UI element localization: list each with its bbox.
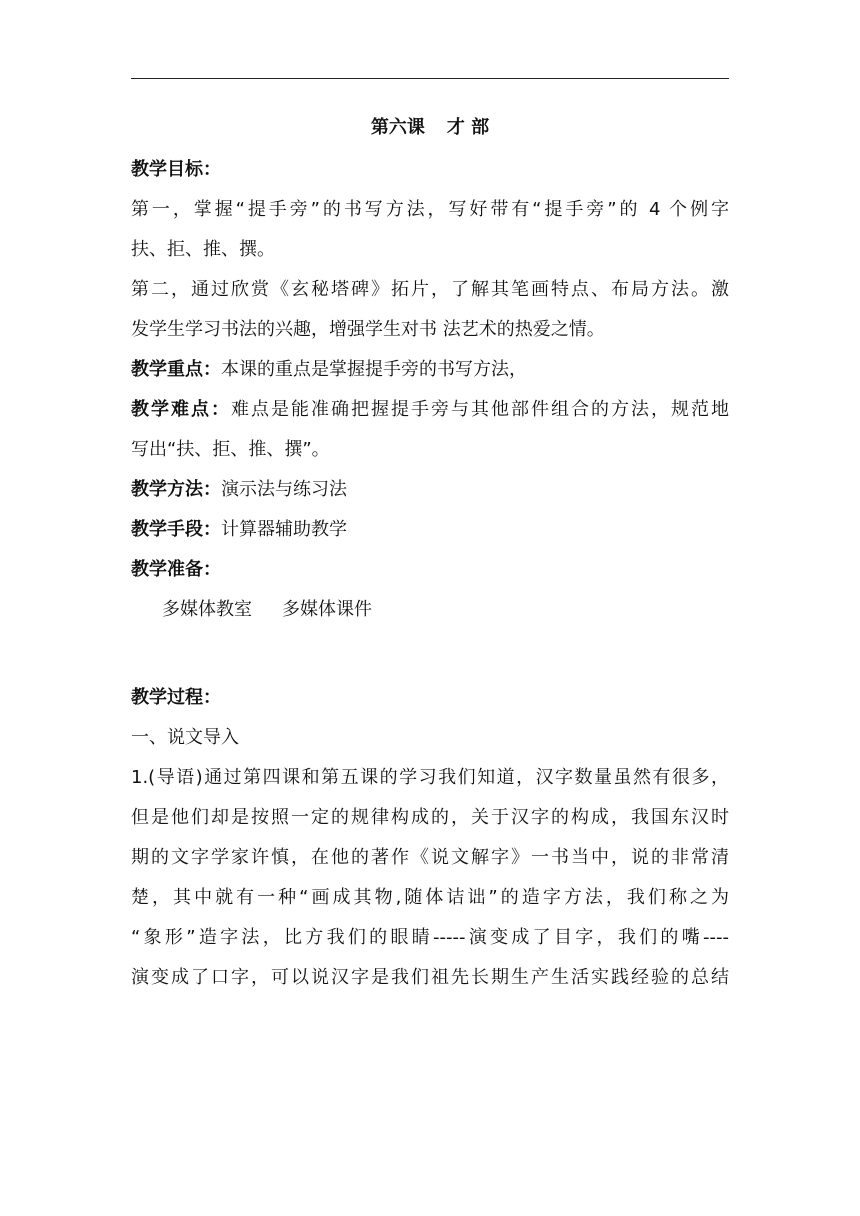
lesson-title — [131, 106, 729, 150]
difficulty-line1 — [131, 390, 729, 430]
method-label: 教学方法： — [131, 479, 221, 500]
para1-line5: “象形”造字法，比方我们的眼睛-----演变成了目字，我们的嘴---- — [131, 927, 729, 948]
para1-line6: 演变成了口字，可以说汉字是我们祖先长期生产生活实践经验的总结 — [131, 967, 729, 988]
lesson-name: 才 部 — [446, 117, 490, 138]
para1-line4: 楚，其中就有一种“画成其物,随体诘诎”的造字方法，我们称之为 — [131, 887, 729, 908]
prep-items — [131, 590, 729, 630]
lesson-number: 第六课 — [370, 117, 425, 138]
prep-item-courseware: 多媒体课件 — [282, 599, 372, 620]
difficulty-text: 难点是能准确把握提手旁与其他部件组合的方法，规范地 — [231, 399, 729, 420]
goal1-line1: 第一，掌握“提手旁”的书写方法，写好带有“提手旁”的 4 个例字 — [131, 199, 729, 220]
teaching-method — [131, 470, 729, 510]
goal2-line1: 第二，通过欣赏《玄秘塔碑》拓片，了解其笔画特点、布局方法。激 — [131, 279, 729, 300]
prep-item-classroom: 多媒体教室 — [162, 599, 252, 620]
key-point — [131, 350, 729, 390]
difficulty-line2: 写出“扶、拒、推、撰”。 — [131, 439, 330, 460]
para1-line3: 期的文字学家许慎，在他的著作《说文解字》一书当中，说的非常清 — [131, 847, 729, 868]
header-rule — [131, 78, 729, 79]
document-body — [131, 106, 729, 998]
para1-line2: 但是他们却是按照一定的规律构成的，关于汉字的构成，我国东汉时 — [131, 807, 729, 828]
method-text: 演示法与练习法 — [221, 479, 347, 500]
key-point-label: 教学重点： — [131, 359, 221, 380]
para1-line1: 1.(导语)通过第四课和第五课的学习我们知道，汉字数量虽然有很多， — [131, 767, 729, 788]
means-text: 计算器辅助教学 — [221, 519, 347, 540]
goal2-line2: 发学生学习书法的兴趣，增强学生对书 法艺术的热爱之情。 — [131, 319, 605, 340]
prep-heading: 教学准备： — [131, 559, 221, 580]
means-label: 教学手段： — [131, 519, 221, 540]
process-heading: 教学过程： — [131, 687, 221, 708]
key-point-text: 本课的重点是掌握提手旁的书写方法， — [221, 359, 527, 380]
blank-line — [131, 630, 729, 678]
goals-heading: 教学目标： — [131, 159, 221, 180]
difficulty-label: 教学难点： — [131, 399, 231, 420]
teaching-means — [131, 510, 729, 550]
section1-title: 一、说文导入 — [131, 727, 239, 748]
goal1-line2: 扶、拒、推、撰。 — [131, 239, 275, 260]
